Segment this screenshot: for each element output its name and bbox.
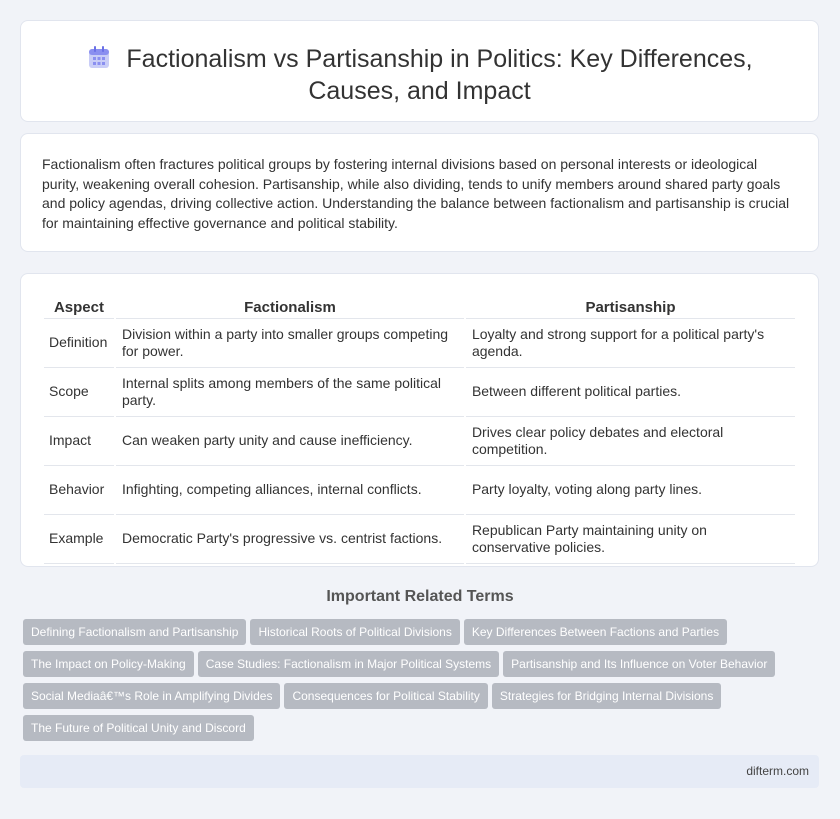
related-terms-heading: Important Related Terms <box>326 588 514 605</box>
table-cell-aspect: Scope <box>44 368 114 417</box>
related-term-tag[interactable]: Partisanship and Its Influence on Voter Behavior <box>503 651 775 677</box>
related-term-tag[interactable]: Key Differences Between Factions and Parties <box>464 619 727 645</box>
footer-site-name[interactable]: difterm.com <box>746 764 809 778</box>
header-card <box>20 20 819 122</box>
intro-paragraph: Factionalism often fractures political groups by fostering internal divisions based on personal interests or ideological purity, weakening overall cohesion. Partisanship, while also dividing, tends to unify members around shared party goals and policy agendas, driving collective action. Understanding the balance between factionalism and partisanship is crucial for maintaining effective governance and political stability. <box>42 156 790 231</box>
related-term-tag[interactable]: Consequences for Political Stability <box>284 683 487 709</box>
table-cell-partisanship: Party loyalty, voting along party lines. <box>466 466 795 515</box>
related-term-tag[interactable]: Strategies for Bridging Internal Divisions <box>492 683 721 709</box>
page-title-text: Factionalism vs Partisanship in Politics: Key Differences, Causes, and Impact <box>126 45 753 105</box>
table-cell-factionalism: Can weaken party unity and cause inefficiency. <box>116 417 464 466</box>
table-cell-factionalism: Division within a party into smaller groups competing for power. <box>116 319 464 368</box>
table-row <box>44 515 795 564</box>
table-cell-aspect: Behavior <box>44 466 114 515</box>
table-cell-factionalism: Infighting, competing alliances, internal conflicts. <box>116 466 464 515</box>
table-row <box>44 319 795 368</box>
related-term-tag[interactable]: Social Mediaâ€™s Role in Amplifying Divides <box>23 683 280 709</box>
column-header-partisanship: Partisanship <box>466 295 795 319</box>
table-cell-aspect: Definition <box>44 319 114 368</box>
table-row <box>44 466 795 515</box>
table-cell-partisanship: Republican Party maintaining unity on conservative policies. <box>466 515 795 564</box>
calendar-icon <box>86 45 112 71</box>
table-cell-factionalism: Internal splits among members of the same political party. <box>116 368 464 417</box>
column-header-factionalism: Factionalism <box>116 295 464 319</box>
table-cell-aspect: Example <box>44 515 114 564</box>
related-term-tag[interactable]: The Future of Political Unity and Discord <box>23 715 254 741</box>
related-term-tag[interactable]: Historical Roots of Political Divisions <box>250 619 459 645</box>
related-term-tag[interactable]: Defining Factionalism and Partisanship <box>23 619 246 645</box>
table-row <box>44 417 795 466</box>
related-terms-list <box>23 619 813 747</box>
footer <box>20 755 819 788</box>
table-cell-aspect: Impact <box>44 417 114 466</box>
page-title <box>21 43 818 107</box>
related-term-tag[interactable]: Case Studies: Factionalism in Major Political Systems <box>198 651 499 677</box>
table-cell-partisanship: Drives clear policy debates and electoral competition. <box>466 417 795 466</box>
related-term-tag[interactable]: The Impact on Policy-Making <box>23 651 194 677</box>
column-header-aspect: Aspect <box>44 295 114 319</box>
table-row <box>44 368 795 417</box>
comparison-table <box>42 295 797 564</box>
intro-card <box>20 133 819 252</box>
table-cell-partisanship: Loyalty and strong support for a political party's agenda. <box>466 319 795 368</box>
comparison-table-card <box>20 273 819 567</box>
table-cell-factionalism: Democratic Party's progressive vs. centrist factions. <box>116 515 464 564</box>
table-header-row <box>44 295 795 319</box>
table-cell-partisanship: Between different political parties. <box>466 368 795 417</box>
